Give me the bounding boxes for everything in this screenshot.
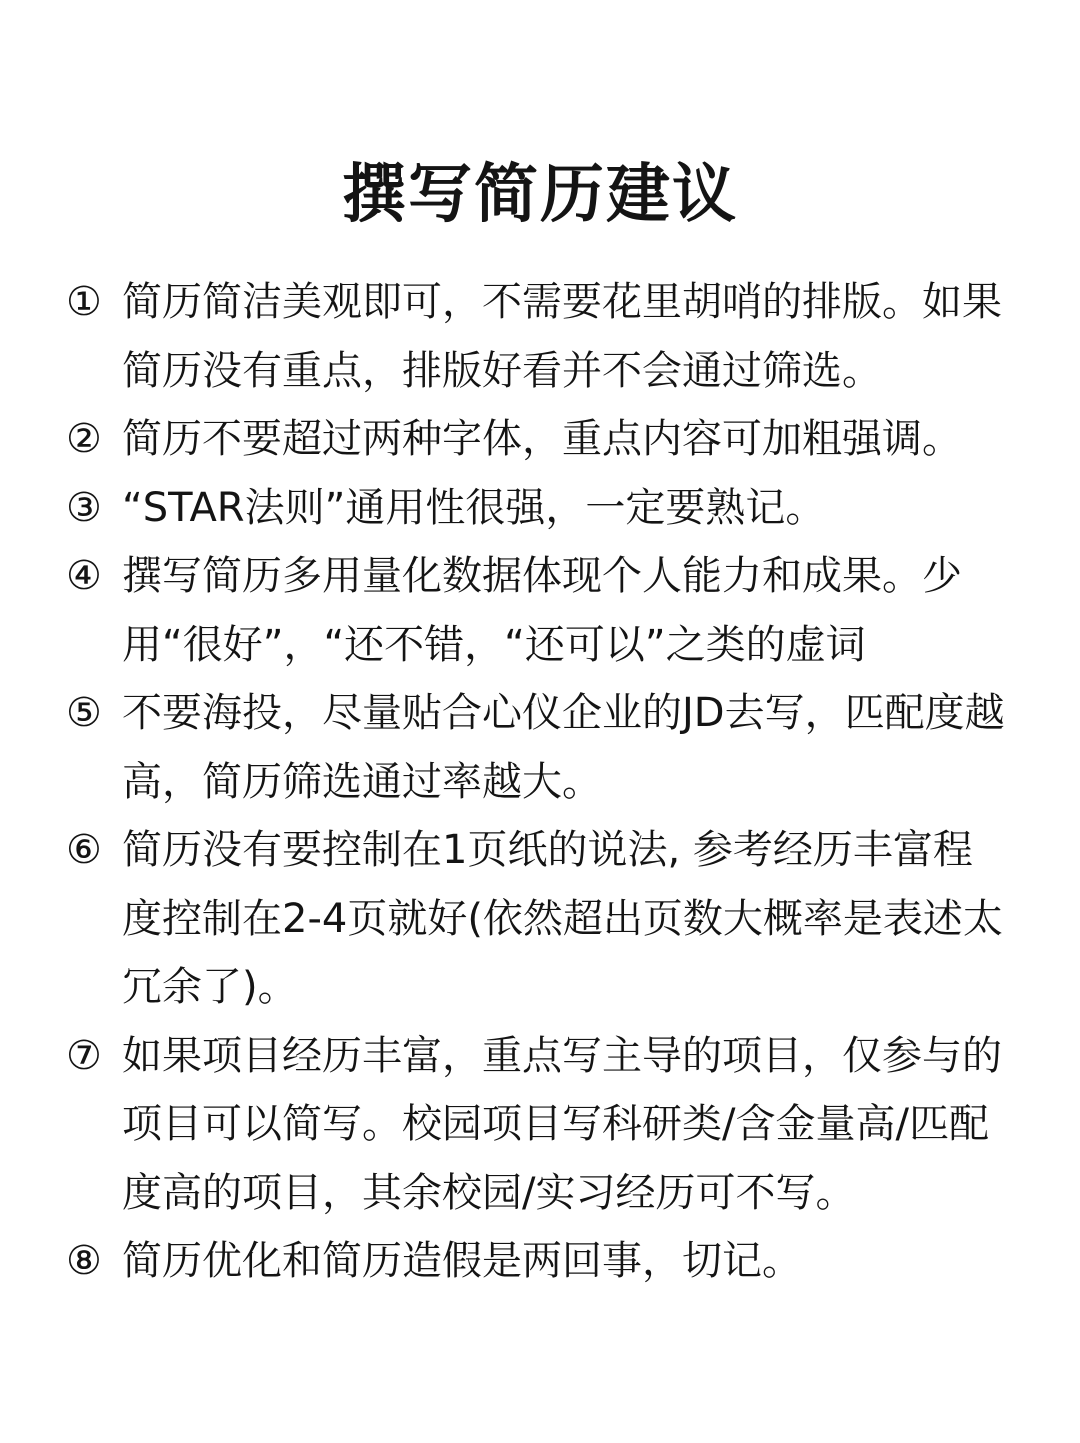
tip-number: ④ bbox=[66, 553, 102, 599]
tip-number: ③ bbox=[66, 484, 102, 531]
tip-number: ⑦ bbox=[66, 1032, 102, 1079]
tip-text: 简历不要超过两种字体，重点内容可加粗强调。 bbox=[122, 416, 962, 462]
tip-text: 简历没有要控制在1页纸的说法, 参考经历丰富程度控制在2-4页就好(依然超出页数大概率是表述太冗余了)。 bbox=[122, 827, 1003, 1010]
tip-item-6 bbox=[66, 816, 1006, 1022]
tip-number: ⑧ bbox=[66, 1238, 102, 1284]
tips-list bbox=[66, 268, 1006, 1296]
tip-text: 简历优化和简历造假是两回事，切记。 bbox=[122, 1238, 802, 1284]
page-title: 撰写简历建议 bbox=[342, 157, 738, 232]
tip-text: “STAR法则”通用性很强，一定要熟记。 bbox=[122, 484, 826, 531]
tip-item-4 bbox=[66, 542, 1006, 679]
tip-text: 简历简洁美观即可，不需要花里胡哨的排版。如果简历没有重点，排版好看并不会通过筛选。 bbox=[122, 279, 1002, 394]
tip-item-2 bbox=[66, 405, 1006, 474]
tip-number: ② bbox=[66, 416, 102, 462]
tip-text: 不要海投，尽量贴合心仪企业的JD去写，匹配度越高，简历筛选通过率越大。 bbox=[122, 690, 1005, 805]
tip-number: ⑥ bbox=[66, 827, 102, 873]
tip-number: ① bbox=[66, 279, 102, 325]
tip-item-7 bbox=[66, 1022, 1006, 1228]
tip-text: 如果项目经历丰富，重点写主导的项目，仅参与的项目可以简写。校园项目写科研类/含金量高/匹配度高的项目，其余校园/实习经历可不写。 bbox=[122, 1032, 1002, 1216]
tip-item-8 bbox=[66, 1227, 1006, 1296]
tip-text: 撰写简历多用量化数据体现个人能力和成果。少用“很好”，“还不错，“还可以”之类的虚词 bbox=[122, 553, 962, 668]
tip-number: ⑤ bbox=[66, 690, 102, 736]
tip-item-3 bbox=[66, 474, 1006, 543]
tip-item-1 bbox=[66, 268, 1006, 405]
tip-item-5 bbox=[66, 679, 1006, 816]
